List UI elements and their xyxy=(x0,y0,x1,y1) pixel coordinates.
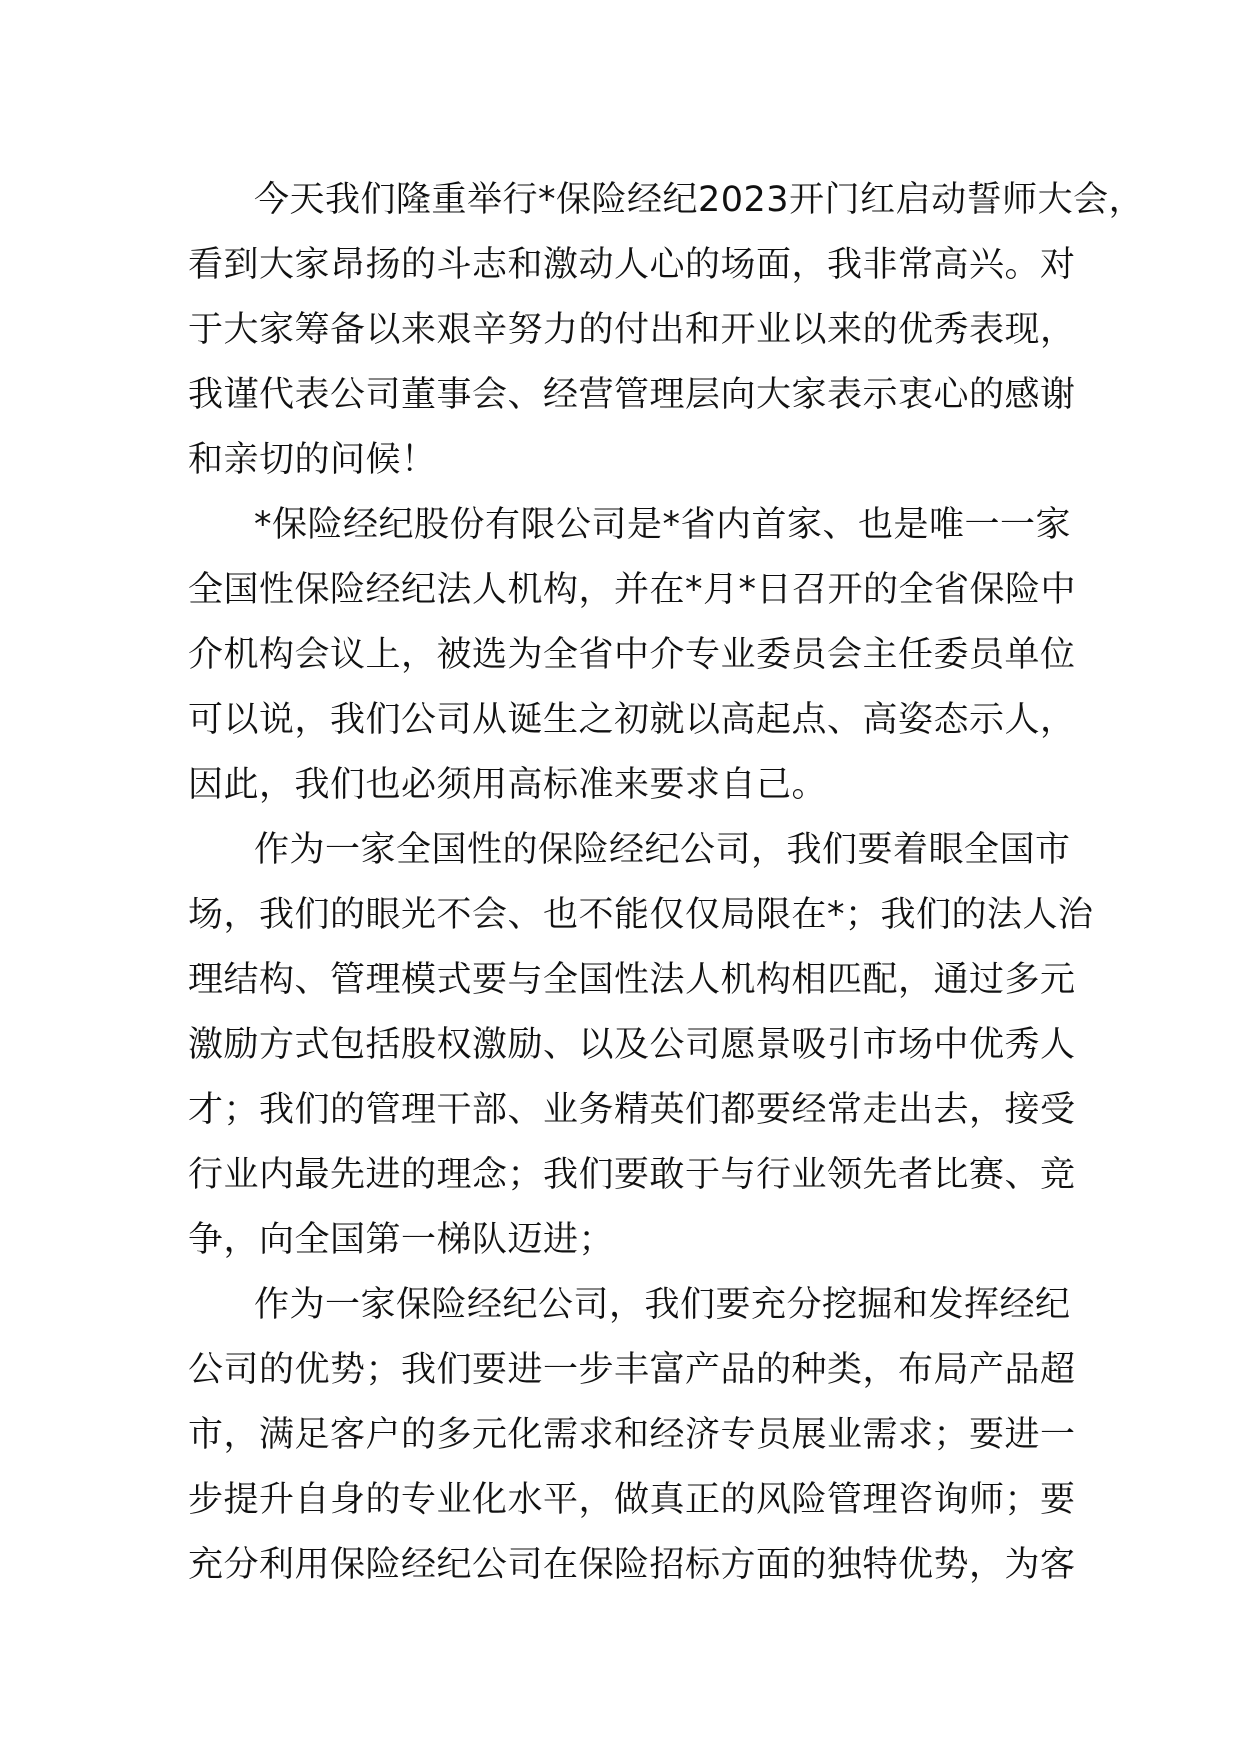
text-line: *保险经纪股份有限公司是*省内首家、也是唯一一家 xyxy=(254,505,1072,545)
text-line: 于大家筹备以来艰辛努力的付出和开业以来的优秀表现， xyxy=(188,310,1076,350)
text-line: 才；我们的管理干部、业务精英们都要经常走出去，接受 xyxy=(188,1090,1076,1130)
text-line: 可以说，我们公司从诞生之初就以高起点、高姿态示人， xyxy=(188,700,1076,740)
text-line: 作为一家保险经纪公司，我们要充分挖掘和发挥经纪 xyxy=(254,1285,1071,1325)
paragraph-2 xyxy=(188,493,1077,818)
paragraph-1 xyxy=(188,168,1145,493)
text-line: 因此，我们也必须用高标准来要求自己。 xyxy=(188,765,828,805)
text-line: 全国性保险经纪法人机构，并在*月*日召开的全省保险中 xyxy=(188,570,1077,610)
text-line: 看到大家昂扬的斗志和激动人心的场面，我非常高兴。对 xyxy=(188,245,1076,285)
paragraph-4 xyxy=(188,1273,1076,1598)
text-line: 和亲切的问候！ xyxy=(188,440,437,480)
text-line: 争，向全国第一梯队迈进； xyxy=(188,1220,615,1260)
text-line: 充分利用保险经纪公司在保险招标方面的独特优势，为客 xyxy=(188,1545,1076,1585)
body-text xyxy=(188,168,1145,1598)
text-line: 我谨代表公司董事会、经营管理层向大家表示衷心的感谢 xyxy=(188,375,1076,415)
text-line: 市，满足客户的多元化需求和经济专员展业需求；要进一 xyxy=(188,1415,1076,1455)
text-line: 公司的优势；我们要进一步丰富产品的种类，布局产品超 xyxy=(188,1350,1076,1390)
paragraph-3 xyxy=(188,818,1094,1273)
text-line: 作为一家全国性的保险经纪公司，我们要着眼全国市 xyxy=(254,830,1071,870)
text-line: 行业内最先进的理念；我们要敢于与行业领先者比赛、竞 xyxy=(188,1155,1076,1195)
text-line: 步提升自身的专业化水平，做真正的风险管理咨询师；要 xyxy=(188,1480,1076,1520)
text-line: 今天我们隆重举行*保险经纪2023开门红启动誓师大会， xyxy=(254,180,1145,220)
text-line: 激励方式包括股权激励、以及公司愿景吸引市场中优秀人 xyxy=(188,1025,1076,1065)
text-line: 场，我们的眼光不会、也不能仅仅局限在*；我们的法人治 xyxy=(188,895,1094,935)
text-line: 理结构、管理模式要与全国性法人机构相匹配，通过多元 xyxy=(188,960,1076,1000)
text-line: 介机构会议上，被选为全省中介专业委员会主任委员单位 xyxy=(188,635,1076,675)
